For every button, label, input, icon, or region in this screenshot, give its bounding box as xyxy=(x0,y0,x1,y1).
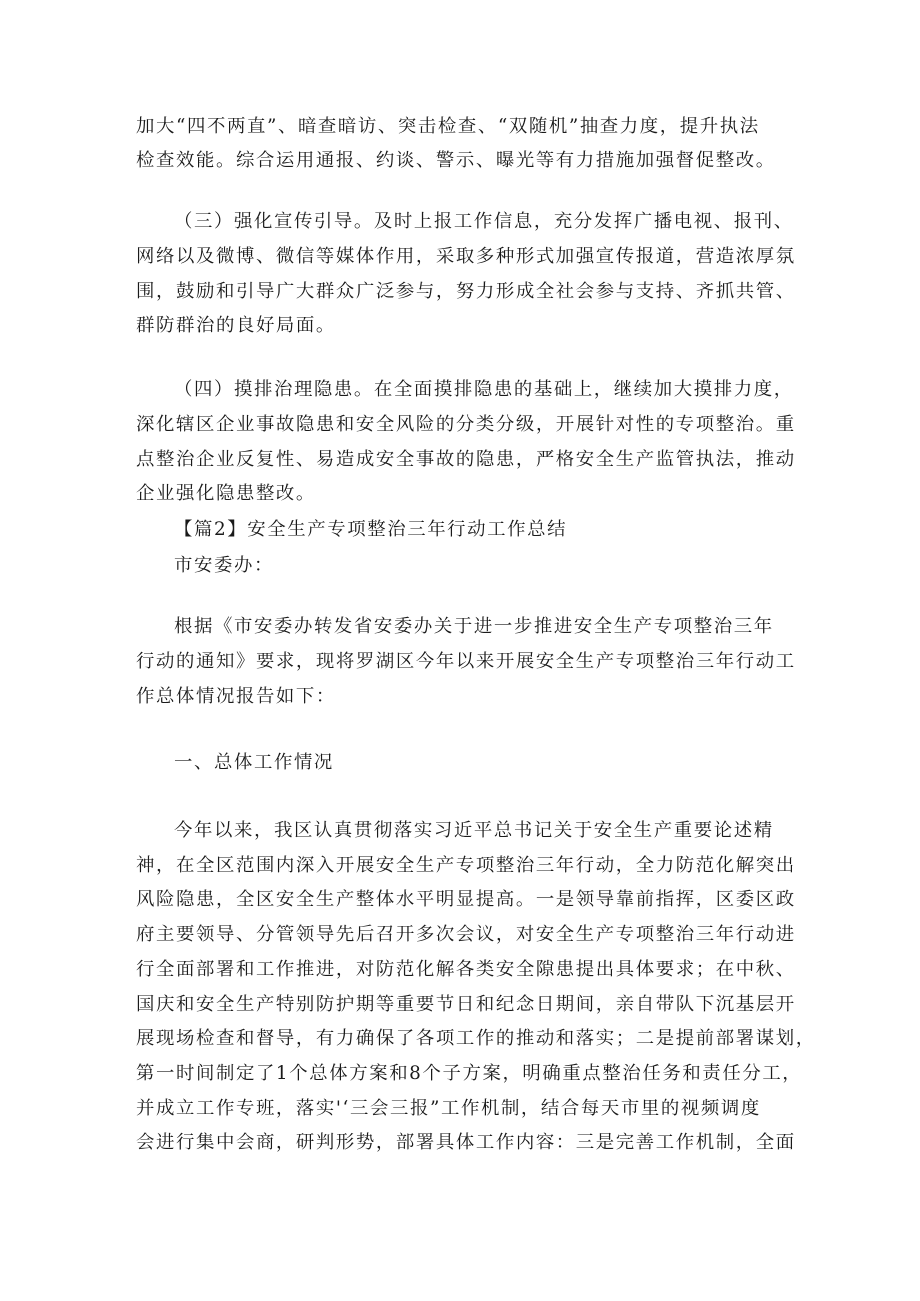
paragraph-start: 根据《市安委办转发省安委办关于进一步推进安全生产专项整治三年 xyxy=(174,616,774,637)
text-line: 国庆和安全生产特别防护期等重要节日和纪念日期间，亲自带队下沉基层开 xyxy=(136,994,796,1015)
text-line: 加大“四不两直”、暗查暗访、突击检查、“双随机”抽查力度，提升执法 xyxy=(136,116,760,137)
text-line: 行动的通知》要求，现将罗湖区今年以来开展安全生产专项整治三年行动工 xyxy=(136,651,796,672)
text-line: 行全面部署和工作推进，对防范化解各类安全隙患提出具体要求；在中秋、 xyxy=(136,959,796,980)
text-line: 深化辖区企业事故隐患和安全风险的分类分级，开展针对性的专项整治。重 xyxy=(136,414,796,435)
section-title: 【篇2】安全生产专项整治三年行动工作总结 xyxy=(174,519,568,540)
text-line: 风险隐患，全区安全生产整体水平明显提高。一是领导靠前指挥，区委区政 xyxy=(136,889,796,910)
heading: 一、总体工作情况 xyxy=(174,752,334,773)
paragraph-start: 今年以来，我区认真贯彻落实习近平总书记关于安全生产重要论述精 xyxy=(174,820,774,841)
text-line: 展现场检查和督导，有力确保了各项工作的推动和落实；二是提前部署谋划， xyxy=(136,1028,816,1049)
text-line: 网络以及微博、微信等媒体作用，采取多种形式加强宣传报道，营造浓厚氛 xyxy=(136,246,796,267)
text-line: 作总体情况报告如下： xyxy=(136,686,336,707)
text-line: 检查效能。综合运用通报、约谈、警示、曝光等有力措施加强督促整改。 xyxy=(136,150,776,171)
text-line: 神，在全区范围内深入开展安全生产专项整治三年行动，全力防范化解突出 xyxy=(136,855,796,876)
paragraph-start: （四）摸排治理隐患。在全面摸排隐患的基础上，继续加大摸排力度， xyxy=(174,379,794,400)
paragraph-start: （三）强化宣传引导。及时上报工作信息，充分发挥广播电视、报刊、 xyxy=(174,211,794,232)
text-line: 府主要领导、分管领导先后召开多次会议，对安全生产专项整治三年行动进 xyxy=(136,924,796,945)
text-line: 并成立工作专班，落实'‘三会三报”工作机制，结合每天市里的视频调度 xyxy=(136,1098,761,1119)
salutation: 市安委办： xyxy=(174,555,274,576)
text-line: 第一时间制定了1个总体方案和8个子方案，明确重点整治任务和责任分工， xyxy=(136,1063,803,1084)
text-line: 企业强化隐患整改。 xyxy=(136,483,316,504)
text-line: 会进行集中会商，研判形势，部署具体工作内容：三是完善工作机制，全面 xyxy=(136,1132,796,1153)
text-line: 围，鼓励和引导广大群众广泛参与，努力形成全社会参与支持、齐抓共管、 xyxy=(136,281,796,302)
text-line: 点整治企业反复性、易造成安全事故的隐患，严格安全生产监管执法，推动 xyxy=(136,449,796,470)
text-line: 群防群治的良好局面。 xyxy=(136,315,336,336)
